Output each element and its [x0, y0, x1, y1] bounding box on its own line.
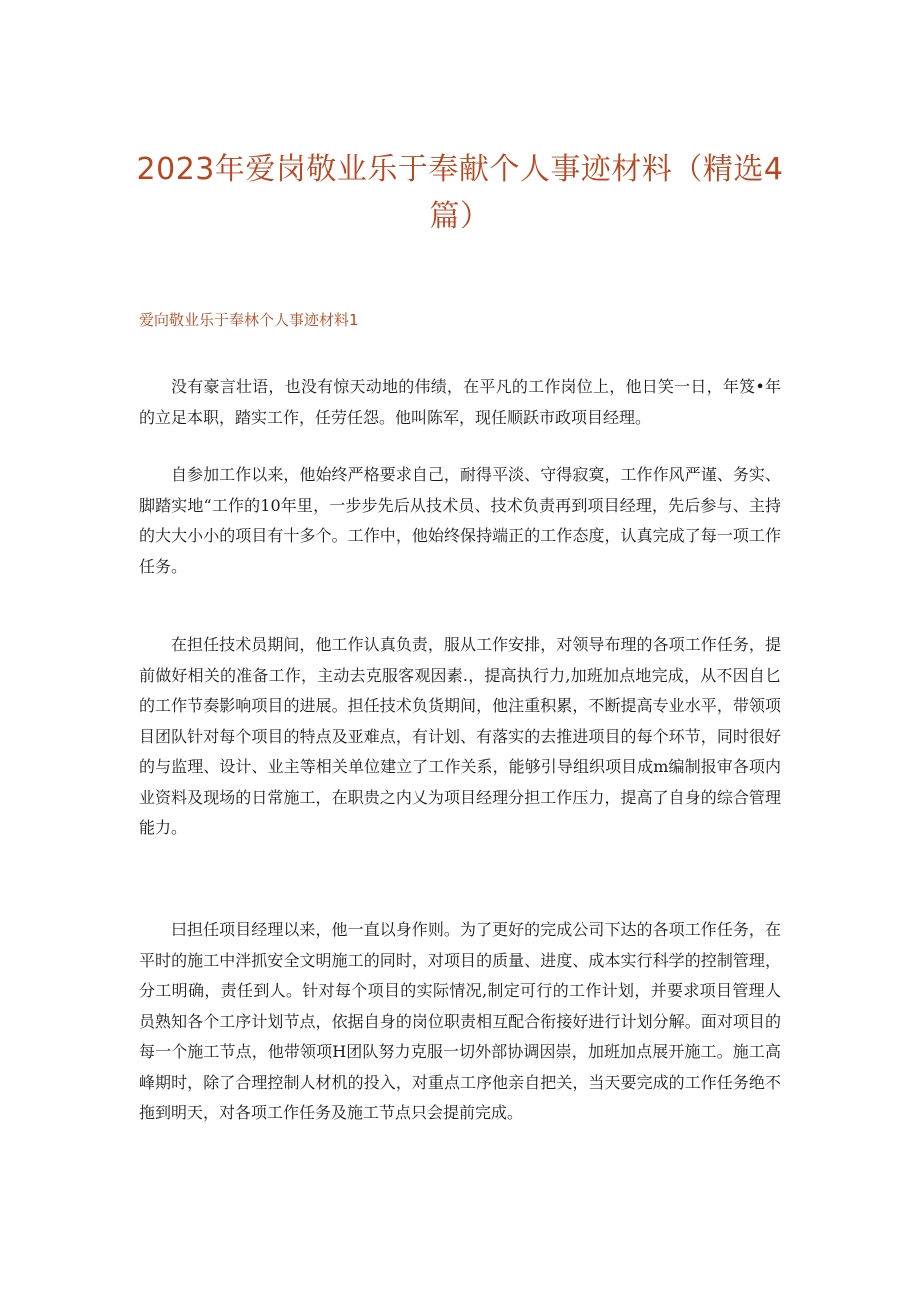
section-heading: 爱向敬业乐于奉林个人事迹材料1 — [139, 311, 359, 329]
paragraph-1: 没有豪言壮语，也没有惊天动地的伟绩，在平凡的工作岗位上，他日笑一日，年笈•年的立足本职，踏实工作，任劳任怨。他叫陈军，现任顺跃市政项目经理。 — [139, 377, 781, 427]
paragraph-3: 在担任技术员期间，他工作认真负责，服从工作安排，对领导布理的各项工作任务，提前做好相关的准备工作，主动去克服客观因素.，提高执行力,加班加点地完成，从不因自匕的工作节奏影响项目的进展。担任技术负货期间，他注重积累，不断提高专业水平，带领项目团队针对每个项目的特点及亚难点，有计划、有落实的去推进项目的每个环节，同时很好的与监理、设计、业主等相关单位建立了工作关系，能够引导组织项目成m编制报审各项内业资料及现场的日常施工，在职贵之内乂为项目经理分担工作压力，提高了自身的综合管理能力。 — [139, 635, 781, 837]
paragraph-4: 曰担任项目经理以来，他一直以身作则。为了更好的完成公司下达的各项工作任务，在平时的施工中泮抓安全文明施工的同时，对项目的质量、进度、成本实行科学的控制管理，分工明确，责任到人。针对每个项目的实际情况,制定可行的工作计划，并要求项目管理人员熟知各个工序计划节点，依据自身的岗位职责相互配合衔接好进行计划分解。面对项目的每一个施工节点，他带领项H团队努力克服一切外部协调因崇，加班加点展开施工。施工高峰期时，除了合理控制人材机的投入，对重点工序他亲自把关，当天要完成的工作任务绝不拖到明天，对各项工作任务及施工节点只会提前完成。 — [139, 920, 781, 1122]
document-title-line-1: 2023年爱岗敬业乐于奉献个人事迹材料（精选4 — [136, 152, 784, 187]
paragraph-2: 自参加工作以来，他始终严格要求自己，耐得平淡、守得寂寞，工作作风严谨、务实、脚踏实地“工作的10年里，一步步先后从技术员、技术负责再到项目经理，先后参与、主持的大大小小的项目有十多个。工作中，他始终保持端正的工作态度，认真完成了每一项工作任务。 — [139, 465, 781, 576]
document-title-line-2: 篇） — [429, 199, 491, 234]
